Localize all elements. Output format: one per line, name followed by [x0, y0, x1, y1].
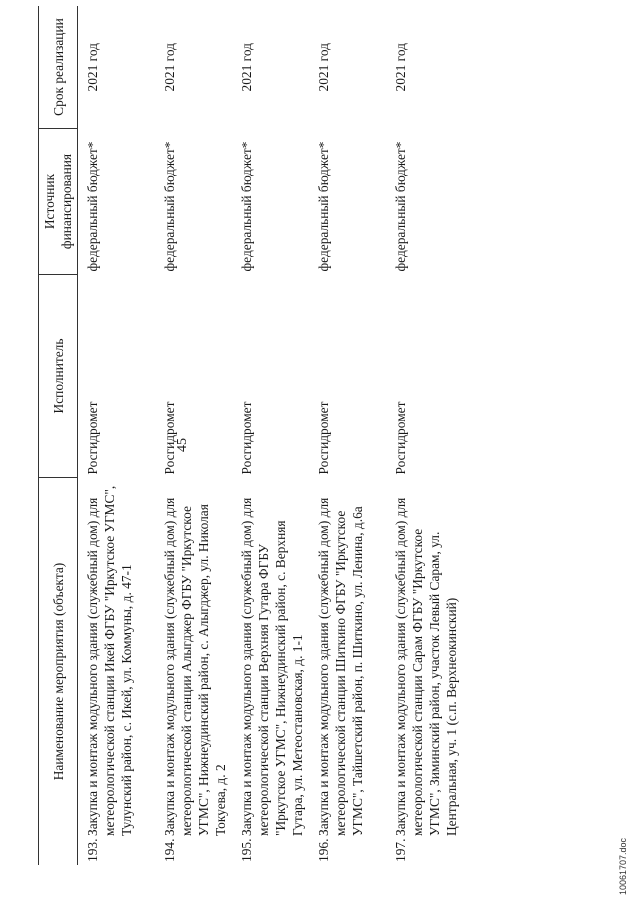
- file-name-footer: 10061707.doc: [618, 837, 628, 895]
- table-row: [388, 6, 465, 865]
- row-source: федеральный бюджет*: [393, 141, 408, 272]
- row-name-cell: [311, 478, 388, 866]
- row-name-cell: [157, 478, 234, 866]
- row-number: 197.: [393, 838, 408, 862]
- row-name: Закупка и монтаж модульного здания (служебный дом) для метеорологической станции Сарам ФГБУ "Иркутское УГМС", Зиминский район, участок Левый Сарам, ул. Центральная, уч. 1 (с.п. Верхнеокинский): [393, 497, 459, 836]
- row-executor: Росгидромет: [239, 401, 254, 475]
- row-term: 2021 год: [85, 43, 100, 92]
- row-executor: Росгидромет: [85, 401, 100, 475]
- row-name-cell: [78, 478, 158, 866]
- row-source: федеральный бюджет*: [316, 141, 331, 272]
- row-name: Закупка и монтаж модульного здания (служебный дом) для метеорологической станции Шиткино ФГБУ "Иркутское УГМС", Тайшетский район, п. Шиткино, ул. Ленина, д.6а: [316, 497, 365, 836]
- row-source: федеральный бюджет*: [85, 141, 100, 272]
- row-term: 2021 год: [393, 43, 408, 92]
- table-row: [157, 6, 234, 865]
- row-executor: Росгидромет: [316, 401, 331, 475]
- header-source: Источник финансирования: [39, 129, 78, 275]
- row-number: 196.: [316, 838, 331, 862]
- row-term: 2021 год: [239, 43, 254, 92]
- row-term: 2021 год: [316, 43, 331, 92]
- row-executor: Росгидромет: [393, 401, 408, 475]
- row-source: федеральный бюджет*: [239, 141, 254, 272]
- row-name: Закупка и монтаж модульного здания (служебный дом) для метеорологической станции Алыгджер ФГБУ "Иркутское УГМС", Нижнеудинский район, с. Алыгджер, ул. Николая Токуева, д. 2: [162, 497, 228, 836]
- row-number: 195.: [239, 838, 254, 862]
- table-row: [78, 6, 158, 865]
- row-term: 2021 год: [162, 43, 177, 92]
- table-header-row: [39, 6, 78, 865]
- row-name: Закупка и монтаж модульного здания (служебный дом) для метеорологической станции Икей ФГБУ "Иркутское УГМС", Тулунский район, с. Икей, ул. Коммуны, д. 47-1: [85, 485, 134, 836]
- row-number: 194.: [162, 838, 177, 862]
- header-term: Срок реализации: [39, 6, 78, 129]
- table-row: [234, 6, 311, 865]
- page-number: 45: [175, 438, 190, 452]
- header-name: Наименование мероприятия (объекта): [39, 478, 78, 866]
- row-name-cell: [234, 478, 311, 866]
- row-name: Закупка и монтаж модульного здания (служебный дом) для метеорологической станции Верхняя Гутара ФГБУ "Иркутское УГМС", Нижнеудинский район, с. Верхняя Гутара, ул. Метеостановская, д. 1-1: [239, 497, 305, 836]
- row-executor: Росгидромет: [162, 401, 177, 475]
- header-executor: Исполнитель: [39, 275, 78, 478]
- measures-table: [38, 6, 465, 865]
- table-row: [311, 6, 388, 865]
- row-source: федеральный бюджет*: [162, 141, 177, 272]
- row-name-cell: [388, 478, 465, 866]
- row-number: 193.: [85, 838, 100, 862]
